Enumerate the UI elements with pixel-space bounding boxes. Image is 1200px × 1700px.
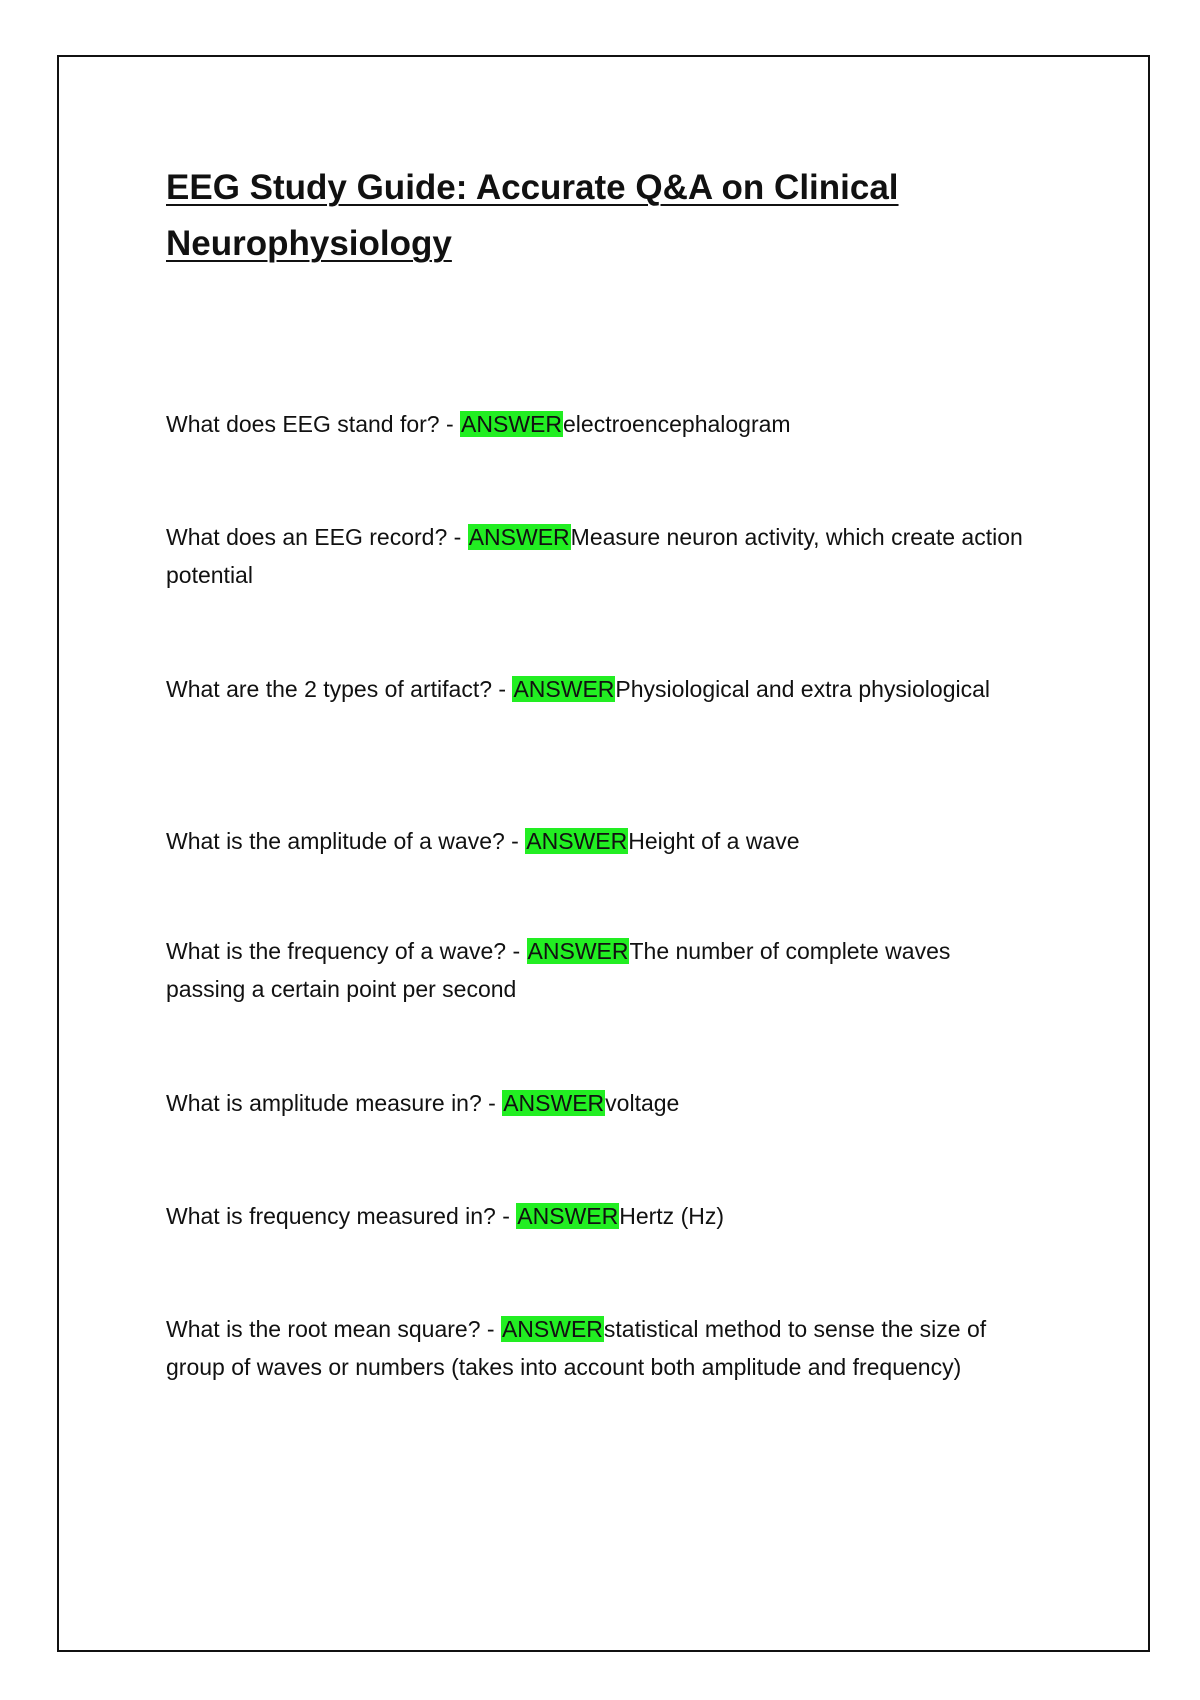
- answer-text: electroencephalogram: [563, 411, 791, 437]
- answer-highlight: ANSWER: [503, 1090, 605, 1116]
- answer-text: statistical method to sense the size of group of waves or numbers (takes into account both amplitude and frequency): [166, 1316, 987, 1380]
- answer-highlight: ANSWER: [461, 411, 562, 437]
- separator: -: [439, 411, 461, 437]
- question-text: What is the amplitude of a wave?: [166, 828, 505, 854]
- qa-item: [166, 518, 1036, 594]
- answer-text: Physiological and extra physiological: [615, 676, 991, 702]
- question-text: What is the frequency of a wave?: [166, 938, 507, 964]
- separator: -: [447, 524, 468, 550]
- separator: -: [492, 676, 513, 702]
- question-text: What does an EEG record?: [166, 524, 448, 550]
- qa-item: [166, 932, 1036, 1008]
- question-text: What is the root mean square?: [166, 1316, 481, 1342]
- answer-highlight: ANSWER: [517, 1203, 619, 1229]
- answer-text: Height of a wave: [628, 828, 800, 854]
- answer-highlight: ANSWER: [527, 938, 629, 964]
- answer-text: Hertz (Hz): [619, 1203, 725, 1229]
- question-text: What does EEG stand for?: [166, 411, 440, 437]
- separator: -: [504, 828, 526, 854]
- qa-item: [166, 1197, 1036, 1235]
- qa-item: [166, 1310, 1036, 1386]
- qa-item: [166, 1084, 1036, 1122]
- answer-text: voltage: [605, 1090, 680, 1116]
- answer-highlight: ANSWER: [468, 524, 570, 550]
- qa-item: [166, 822, 1036, 860]
- separator: -: [506, 938, 527, 964]
- qa-item: [166, 670, 1036, 708]
- answer-text: The number of complete waves passing a certain point per second: [166, 938, 951, 1002]
- answer-highlight: ANSWER: [526, 828, 628, 854]
- qa-item: [166, 405, 1036, 443]
- answer-highlight: ANSWER: [513, 676, 615, 702]
- answer-text: Measure neuron activity, which create action potential: [166, 524, 1023, 588]
- question-text: What is amplitude measure in?: [166, 1090, 482, 1116]
- separator: -: [481, 1090, 503, 1116]
- answer-highlight: ANSWER: [501, 1316, 603, 1342]
- question-text: What are the 2 types of artifact?: [166, 676, 492, 702]
- question-text: What is frequency measured in?: [166, 1203, 496, 1229]
- separator: -: [495, 1203, 517, 1229]
- document-title: EEG Study Guide: Accurate Q&A on Clinical Neurophysiology: [166, 168, 899, 263]
- separator: -: [480, 1316, 501, 1342]
